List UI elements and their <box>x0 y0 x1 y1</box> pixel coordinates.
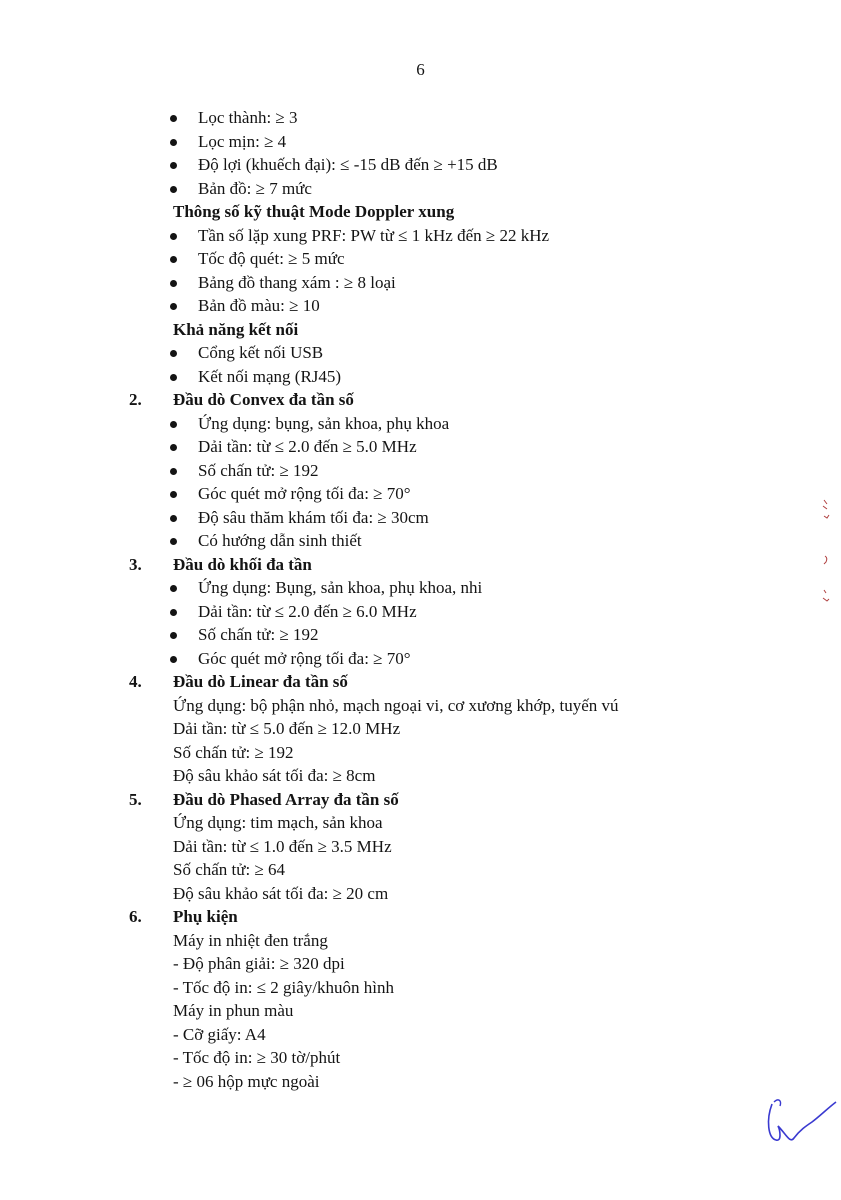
spec-line: - Độ phân giải: ≥ 320 dpi <box>173 954 345 973</box>
spec-line: Dải tần: từ ≤ 5.0 đến ≥ 12.0 MHz <box>173 719 401 738</box>
bullet-text: Ứng dụng: Bụng, sản khoa, phụ khoa, nhi <box>198 578 483 597</box>
bullet-dot-icon <box>170 421 177 428</box>
bullet-dot-icon <box>170 609 177 616</box>
section-subheading: Thông số kỹ thuật Mode Doppler xung <box>173 202 455 221</box>
margin-ink-marks <box>818 498 838 608</box>
bullet-dot-icon <box>170 233 177 240</box>
section-subheading: Khả năng kết nối <box>173 319 299 339</box>
bullet-item <box>0 224 841 248</box>
section-title: Đầu dò khối đa tần <box>173 554 312 574</box>
spec-line: Độ sâu khảo sát tối đa: ≥ 20 cm <box>173 883 389 903</box>
bullet-dot-icon <box>170 256 177 263</box>
bullet-item <box>0 435 841 459</box>
bullet-item <box>0 623 841 647</box>
spec-line: Dải tần: từ ≤ 1.0 đến ≥ 3.5 MHz <box>173 836 392 856</box>
spec-line: Máy in nhiệt đen trắng <box>173 930 328 950</box>
spec-line: Độ sâu khảo sát tối đa: ≥ 8cm <box>173 766 376 785</box>
bullet-text: Có hướng dẫn sinh thiết <box>198 531 362 550</box>
bullet-text: Dải tần: từ ≤ 2.0 đến ≥ 6.0 MHz <box>198 601 417 621</box>
spec-content <box>0 106 841 1093</box>
bullet-dot-icon <box>170 656 177 663</box>
bullet-dot-icon <box>170 444 177 451</box>
bullet-text: Lọc thành: ≥ 3 <box>198 108 298 127</box>
bullet-dot-icon <box>170 303 177 310</box>
bullet-item <box>0 600 841 624</box>
section-title: Đầu dò Convex đa tần số <box>173 390 354 409</box>
bullet-dot-icon <box>170 374 177 381</box>
spec-line: Ứng dụng: tim mạch, sản khoa <box>173 813 383 832</box>
bullet-item <box>0 294 841 318</box>
bullet-item <box>0 529 841 553</box>
bullet-dot-icon <box>170 491 177 498</box>
bullet-dot-icon <box>170 139 177 146</box>
bullet-item <box>0 482 841 506</box>
bullet-dot-icon <box>170 162 177 169</box>
bullet-dot-icon <box>170 280 177 287</box>
section-title: Đầu dò Linear đa tần số <box>173 672 348 691</box>
numbered-section-heading <box>0 905 841 929</box>
bullet-dot-icon <box>170 186 177 193</box>
bullet-text: Bản đồ màu: ≥ 10 <box>198 296 320 315</box>
spec-line: Số chấn tử: ≥ 64 <box>173 860 286 879</box>
bullet-text: Ứng dụng: bụng, sản khoa, phụ khoa <box>198 413 450 433</box>
bullet-dot-icon <box>170 515 177 522</box>
section-number: 3. <box>129 554 142 574</box>
bullet-item <box>0 153 841 177</box>
spec-line: - Cỡ giấy: A4 <box>173 1024 266 1044</box>
spec-line: - ≥ 06 hộp mực ngoài <box>173 1071 320 1091</box>
signature <box>760 1090 840 1160</box>
bullet-dot-icon <box>170 538 177 545</box>
spec-line: - Tốc độ in: ≥ 30 tờ/phút <box>173 1048 341 1067</box>
bullet-text: Độ lợi (khuếch đại): ≤ -15 dB đến ≥ +15 dB <box>198 155 498 174</box>
bullet-text: Lọc mịn: ≥ 4 <box>198 131 287 151</box>
numbered-section-heading <box>0 388 841 412</box>
section-number: 4. <box>129 672 142 691</box>
numbered-section-heading <box>0 788 841 812</box>
bullet-text: Kết nối mạng (RJ45) <box>198 366 342 386</box>
bullet-dot-icon <box>170 632 177 639</box>
bullet-item <box>0 130 841 154</box>
bullet-text: Độ sâu thăm khám tối đa: ≥ 30cm <box>198 507 429 527</box>
bullet-dot-icon <box>170 468 177 475</box>
bullet-item <box>0 365 841 389</box>
bullet-text: Bảng đồ thang xám : ≥ 8 loại <box>198 272 396 292</box>
bullet-item <box>0 647 841 671</box>
bullet-item <box>0 576 841 600</box>
section-title: Phụ kiện <box>173 907 238 926</box>
bullet-text: Góc quét mở rộng tối đa: ≥ 70° <box>198 484 411 503</box>
numbered-section-heading <box>0 553 841 577</box>
bullet-text: Góc quét mở rộng tối đa: ≥ 70° <box>198 648 411 668</box>
bullet-dot-icon <box>170 350 177 357</box>
bullet-text: Số chấn tử: ≥ 192 <box>198 460 319 480</box>
bullet-text: Dải tần: từ ≤ 2.0 đến ≥ 5.0 MHz <box>198 437 417 456</box>
bullet-text: Bản đồ: ≥ 7 mức <box>198 178 312 198</box>
section-number: 5. <box>129 789 142 809</box>
bullet-item <box>0 459 841 483</box>
section-number: 6. <box>129 907 142 926</box>
bullet-item <box>0 106 841 130</box>
spec-line: Ứng dụng: bộ phận nhỏ, mạch ngoại vi, cơ xương khớp, tuyến vú <box>173 695 619 715</box>
bullet-item <box>0 341 841 365</box>
bullet-dot-icon <box>170 585 177 592</box>
bullet-item <box>0 177 841 201</box>
bullet-item <box>0 247 841 271</box>
bullet-text: Tốc độ quét: ≥ 5 mức <box>198 249 345 268</box>
section-number: 2. <box>129 390 142 409</box>
numbered-section-heading <box>0 670 841 694</box>
bullet-item <box>0 271 841 295</box>
page-number: 6 <box>416 60 425 79</box>
bullet-item <box>0 412 841 436</box>
bullet-dot-icon <box>170 115 177 122</box>
bullet-text: Cổng kết nối USB <box>198 343 324 362</box>
spec-line: Máy in phun màu <box>173 1001 294 1020</box>
bullet-text: Tần số lặp xung PRF: PW từ ≤ 1 kHz đến ≥ 22 kHz <box>198 225 550 245</box>
bullet-text: Số chấn tử: ≥ 192 <box>198 625 319 644</box>
spec-line: Số chấn tử: ≥ 192 <box>173 742 294 762</box>
section-title: Đầu dò Phased Array đa tần số <box>173 789 399 809</box>
bullet-item <box>0 506 841 530</box>
spec-line: - Tốc độ in: ≤ 2 giây/khuôn hình <box>173 977 395 997</box>
